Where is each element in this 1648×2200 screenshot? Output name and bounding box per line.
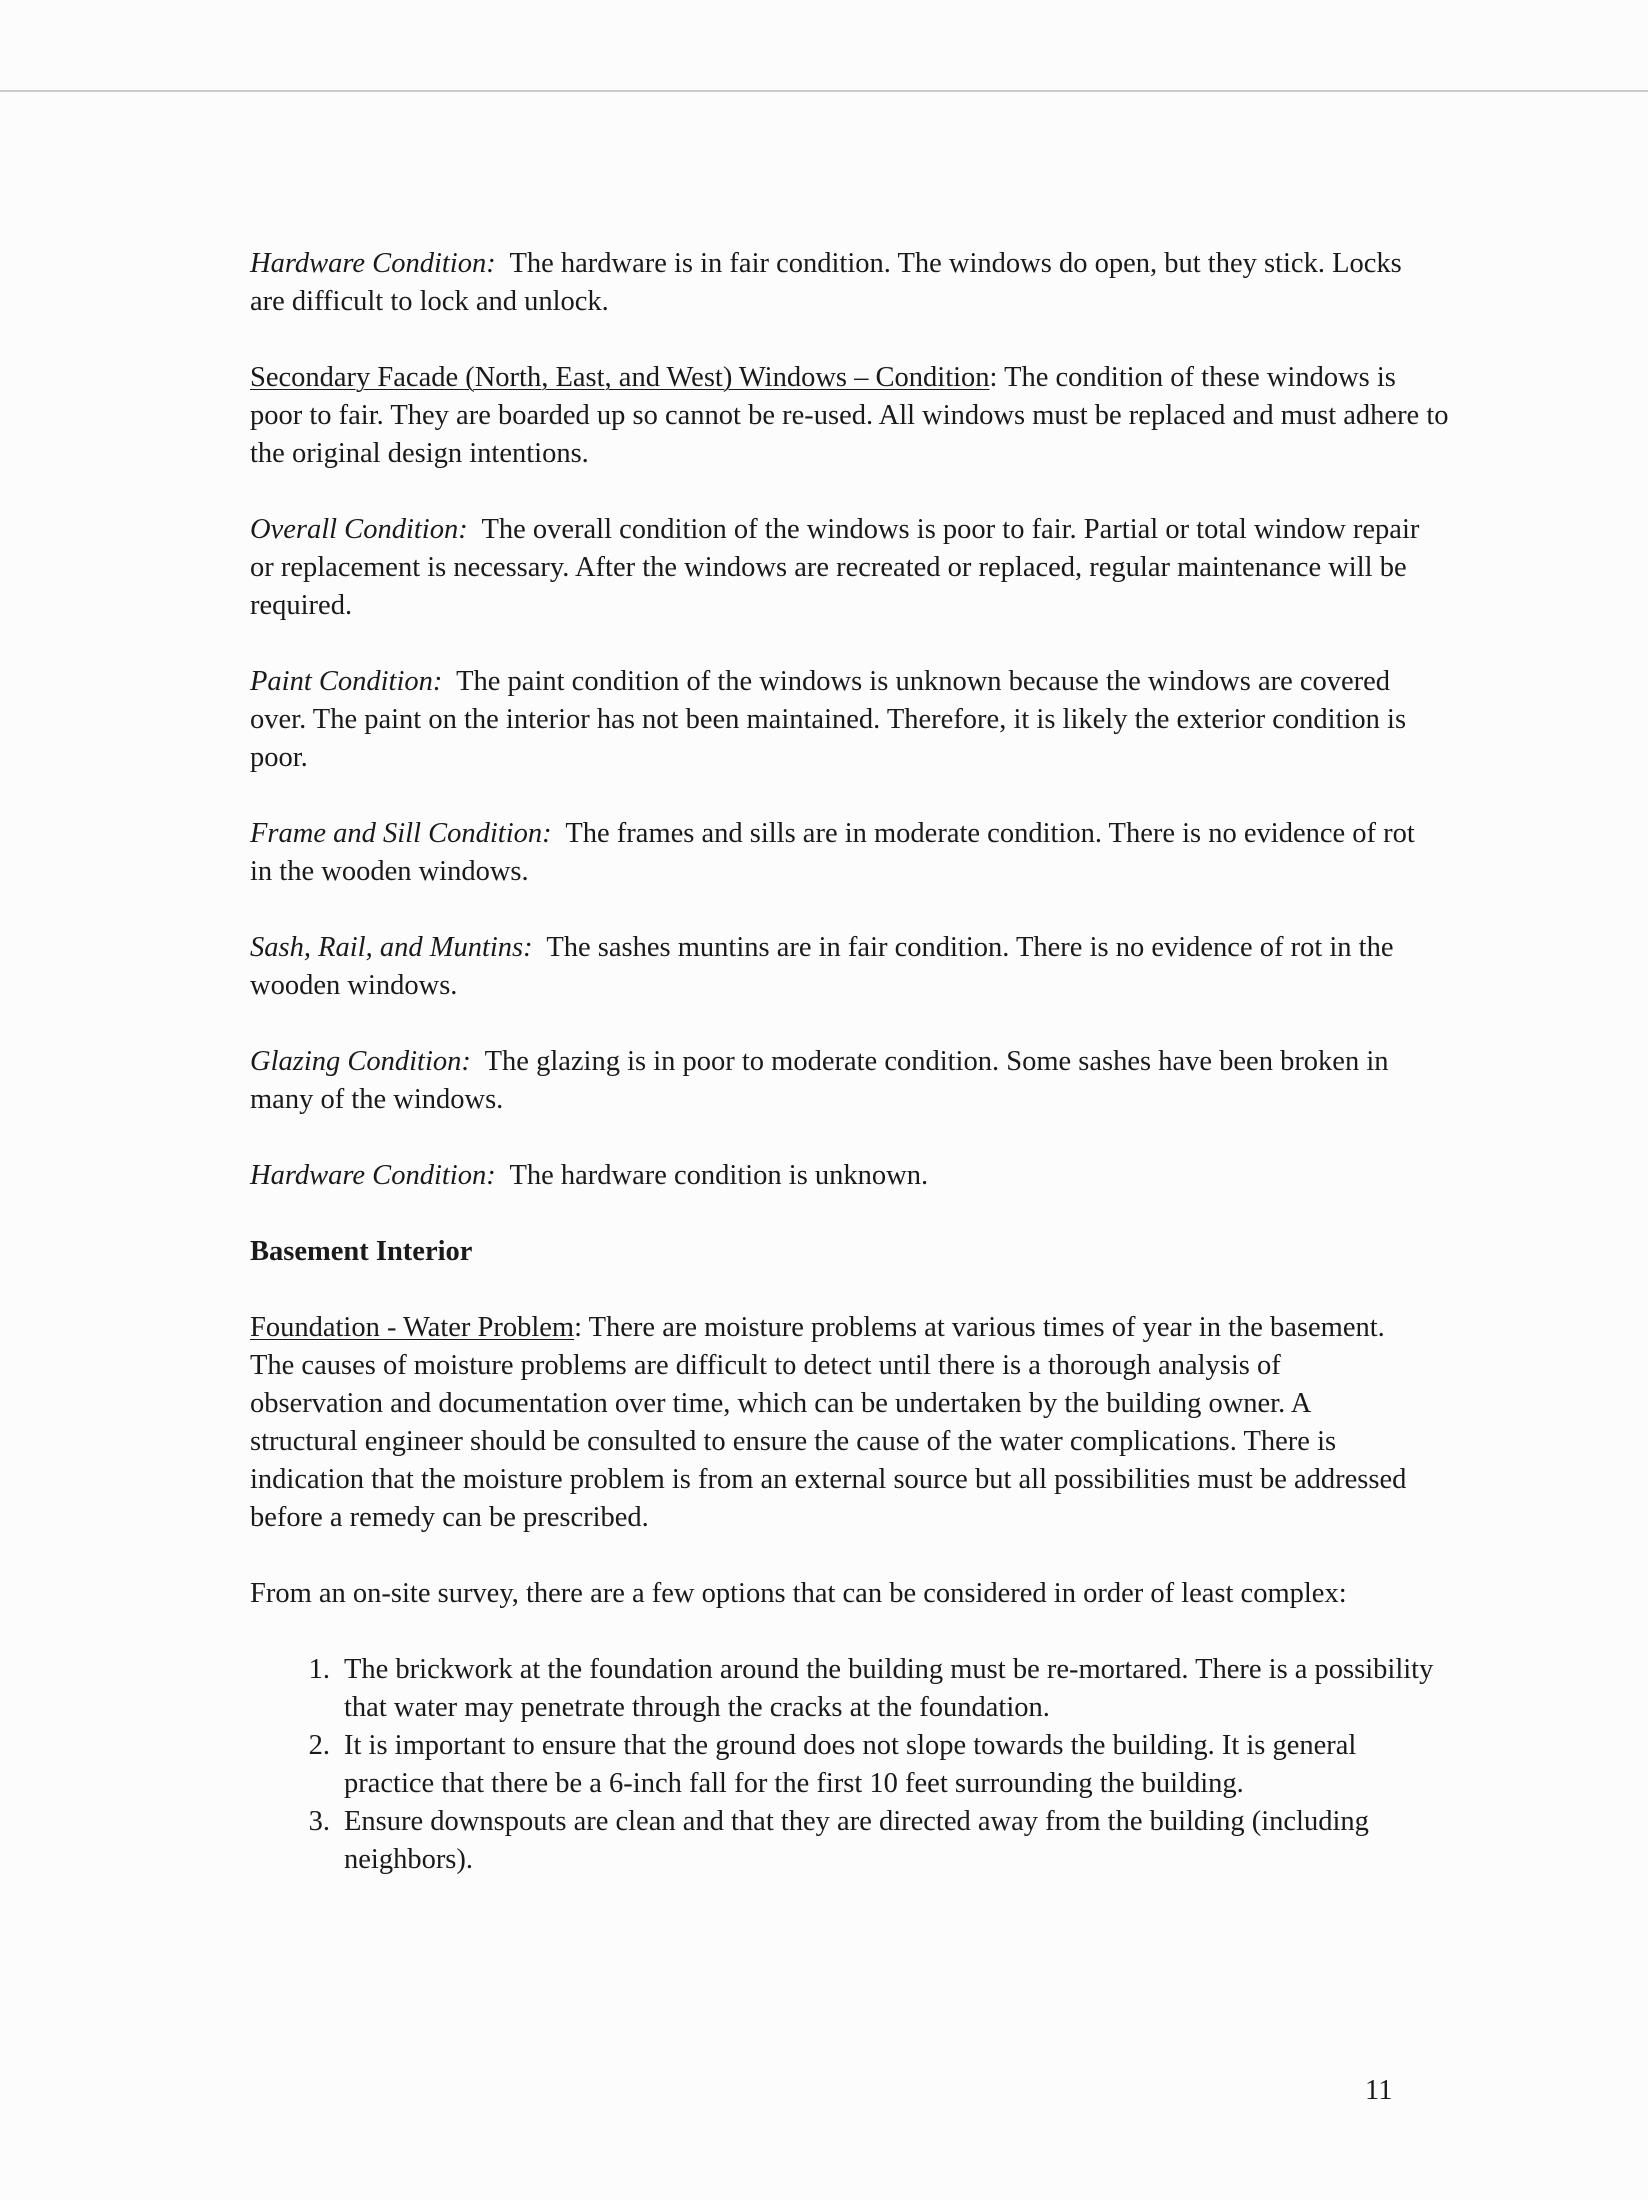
list-item-text: Ensure downspouts are clean and that they are directed away from the building (including neighbors). (344, 1806, 1369, 1875)
list-item (308, 1727, 1434, 1803)
foundation-water-paragraph (250, 1309, 1410, 1537)
paragraph-text: The paint condition of the windows is unknown because the windows are covered over. The paint on the interior has not been maintained. Therefore, it is likely the exterior condition is poor. (250, 666, 1407, 773)
hardware-condition-paragraph (250, 245, 1430, 321)
paragraph-lead: Hardware Condition: (250, 248, 496, 279)
list-item-number: 3. (308, 1806, 330, 1837)
paragraph-text: The frames and sills are in moderate condition. There is no evidence of rot in the wooden windows. (250, 818, 1415, 887)
paragraph-lead: Foundation - Water Problem (250, 1312, 575, 1343)
paragraph-lead: Frame and Sill Condition: (250, 818, 552, 849)
options-list (250, 1651, 1434, 1879)
paragraph-text: The overall condition of the windows is poor to fair. Partial or total window repair or replacement is necessary. After the windows are recreated or replaced, regular maintenance will be required. (250, 514, 1420, 621)
hardware-condition-unknown-paragraph (250, 1157, 1430, 1195)
paragraph-text: : There are moisture problems at various times of year in the basement. The causes of moisture problems are difficult to detect until there is a thorough analysis of observation and documentation over time, which can be undertaken by the building owner. A structural engineer should be consulted to ensure the cause of the water complications. There is indication that the moisture problem is from an external source but all possibilities must be addressed before a remedy can be prescribed. (250, 1312, 1407, 1533)
list-item (308, 1651, 1434, 1727)
paragraph-lead: Sash, Rail, and Muntins: (250, 932, 533, 963)
scan-top-rule (0, 90, 1648, 92)
paragraph-lead: Glazing Condition: (250, 1046, 471, 1077)
frame-sill-condition-paragraph (250, 815, 1430, 891)
paragraph-lead: Hardware Condition: (250, 1160, 496, 1191)
glazing-condition-paragraph (250, 1043, 1400, 1119)
paragraph-text: The sashes muntins are in fair condition. There is no evidence of rot in the wooden windows. (250, 932, 1394, 1001)
paragraph-text: : The condition of these windows is poor to fair. They are boarded up so cannot be re-used. All windows must be replaced and must adhere to the original design intentions. (250, 362, 1449, 469)
paragraph-lead: Secondary Facade (North, East, and West) Windows – Condition (250, 362, 990, 393)
page-body (250, 245, 1450, 1879)
list-item-number: 2. (308, 1730, 330, 1761)
page-number: 11 (1365, 2075, 1393, 2106)
paint-condition-paragraph (250, 663, 1430, 777)
secondary-facade-paragraph (250, 359, 1450, 473)
paragraph-text: The hardware condition is unknown. (509, 1160, 929, 1191)
list-item-text: The brickwork at the foundation around the building must be re-mortared. There is a possibility that water may penetrate through the cracks at the foundation. (344, 1654, 1434, 1723)
paragraph-lead: Paint Condition: (250, 666, 443, 697)
paragraph-text: The hardware is in fair condition. The windows do open, but they stick. Locks are difficult to lock and unlock. (250, 248, 1402, 317)
paragraph-lead: Overall Condition: (250, 514, 468, 545)
list-item-text: It is important to ensure that the ground does not slope towards the building. It is general practice that there be a 6-inch fall for the first 10 feet surrounding the building. (344, 1730, 1357, 1799)
paragraph-text: The glazing is in poor to moderate condition. Some sashes have been broken in many of the windows. (250, 1046, 1389, 1115)
sash-rail-muntins-paragraph (250, 929, 1430, 1005)
list-item (308, 1803, 1434, 1879)
section-heading: Basement Interior (250, 1236, 473, 1267)
overall-condition-paragraph (250, 511, 1430, 625)
survey-intro-paragraph: From an on-site survey, there are a few options that can be considered in order of least complex: (250, 1578, 1347, 1609)
list-item-number: 1. (308, 1654, 330, 1685)
